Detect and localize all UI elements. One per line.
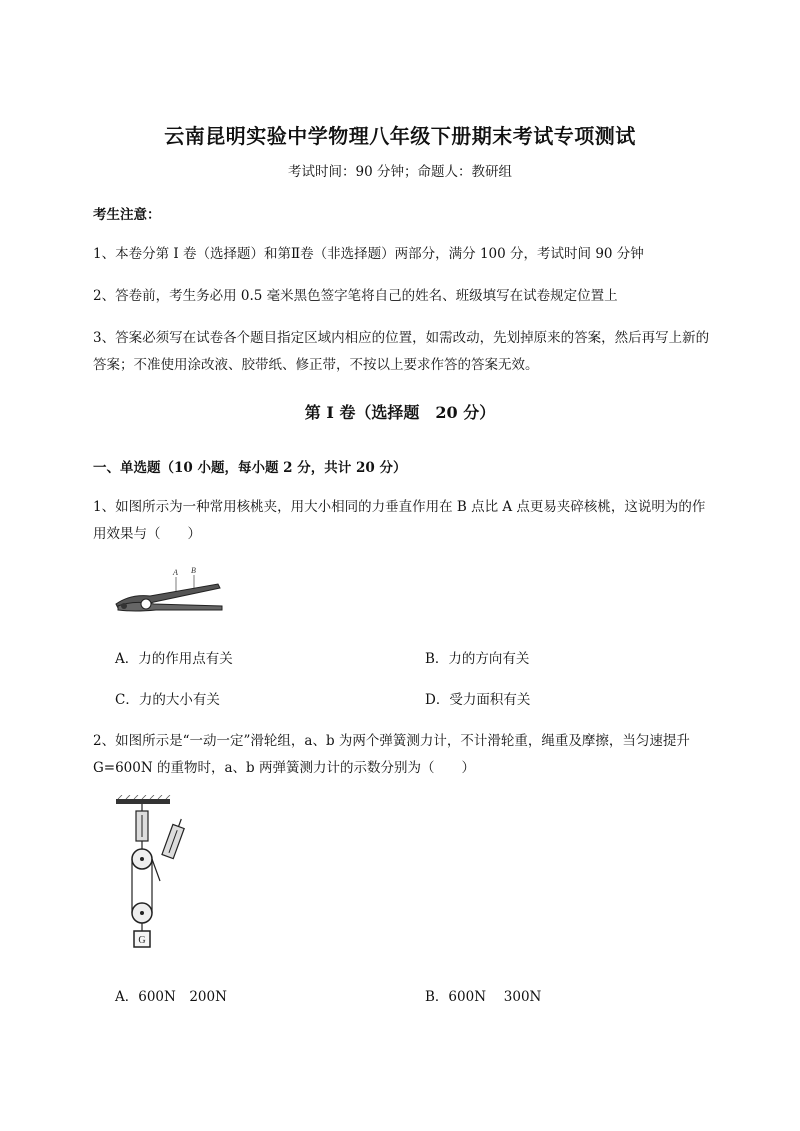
- section-title: 第 I 卷（选择题 20 分）: [304, 403, 496, 422]
- question-1-stem: 1、如图所示为一种常用核桃夹，用大小相同的力垂直作用在 B 点比 A 点更易夹碎核桃，这说明为的作用效果与（ ）: [93, 499, 706, 542]
- notice-item-3: 3、答案必须写在试卷各个题目指定区域内相应的位置，如需改动，先划掉原来的答案，然后再写上新的答案；不准使用涂改液、胶带纸、修正带，不按以上要求作答的答案无效。: [93, 330, 710, 373]
- question-1-option-b[interactable]: B．力的方向有关: [425, 651, 530, 667]
- weight-label: G: [138, 935, 146, 946]
- nutcracker-figure: [110, 560, 240, 620]
- notice-item-2: 2、答卷前，考生务必用 0.5 毫米黑色签字笔将自己的姓名、班级填写在试卷规定位置上: [93, 288, 618, 304]
- pulley-figure: [112, 795, 202, 955]
- question-2-option-a[interactable]: A．600N 200N: [115, 989, 227, 1005]
- notice-item-1: 1、本卷分第 I 卷（选择题）和第Ⅱ卷（非选择题）两部分，满分 100 分，考试时间 90 分钟: [93, 246, 644, 262]
- question-group-heading: 一、单选题（10 小题，每小题 2 分，共计 20 分）: [93, 460, 407, 476]
- question-2-stem: 2、如图所示是“一动一定”滑轮组，a、b 为两个弹簧测力计，不计滑轮重，绳重及摩擦，当匀速提升 G=600N 的重物时，a、b 两弹簧测力计的示数分别为（ ）: [93, 733, 690, 776]
- point-a-label: A: [173, 568, 178, 577]
- question-1-option-d[interactable]: D．受力面积有关: [425, 692, 531, 708]
- question-2-option-b[interactable]: B．600N 300N: [425, 989, 542, 1005]
- notice-heading: 考生注意：: [93, 207, 161, 223]
- point-b-label: B: [191, 566, 196, 575]
- question-1-option-c[interactable]: C．力的大小有关: [115, 692, 220, 708]
- page-title: 云南昆明实验中学物理八年级下册期末考试专项测试: [164, 124, 636, 148]
- question-1-option-a[interactable]: A．力的作用点有关: [115, 651, 233, 667]
- exam-info: 考试时间：90 分钟；命题人：教研组: [288, 164, 512, 180]
